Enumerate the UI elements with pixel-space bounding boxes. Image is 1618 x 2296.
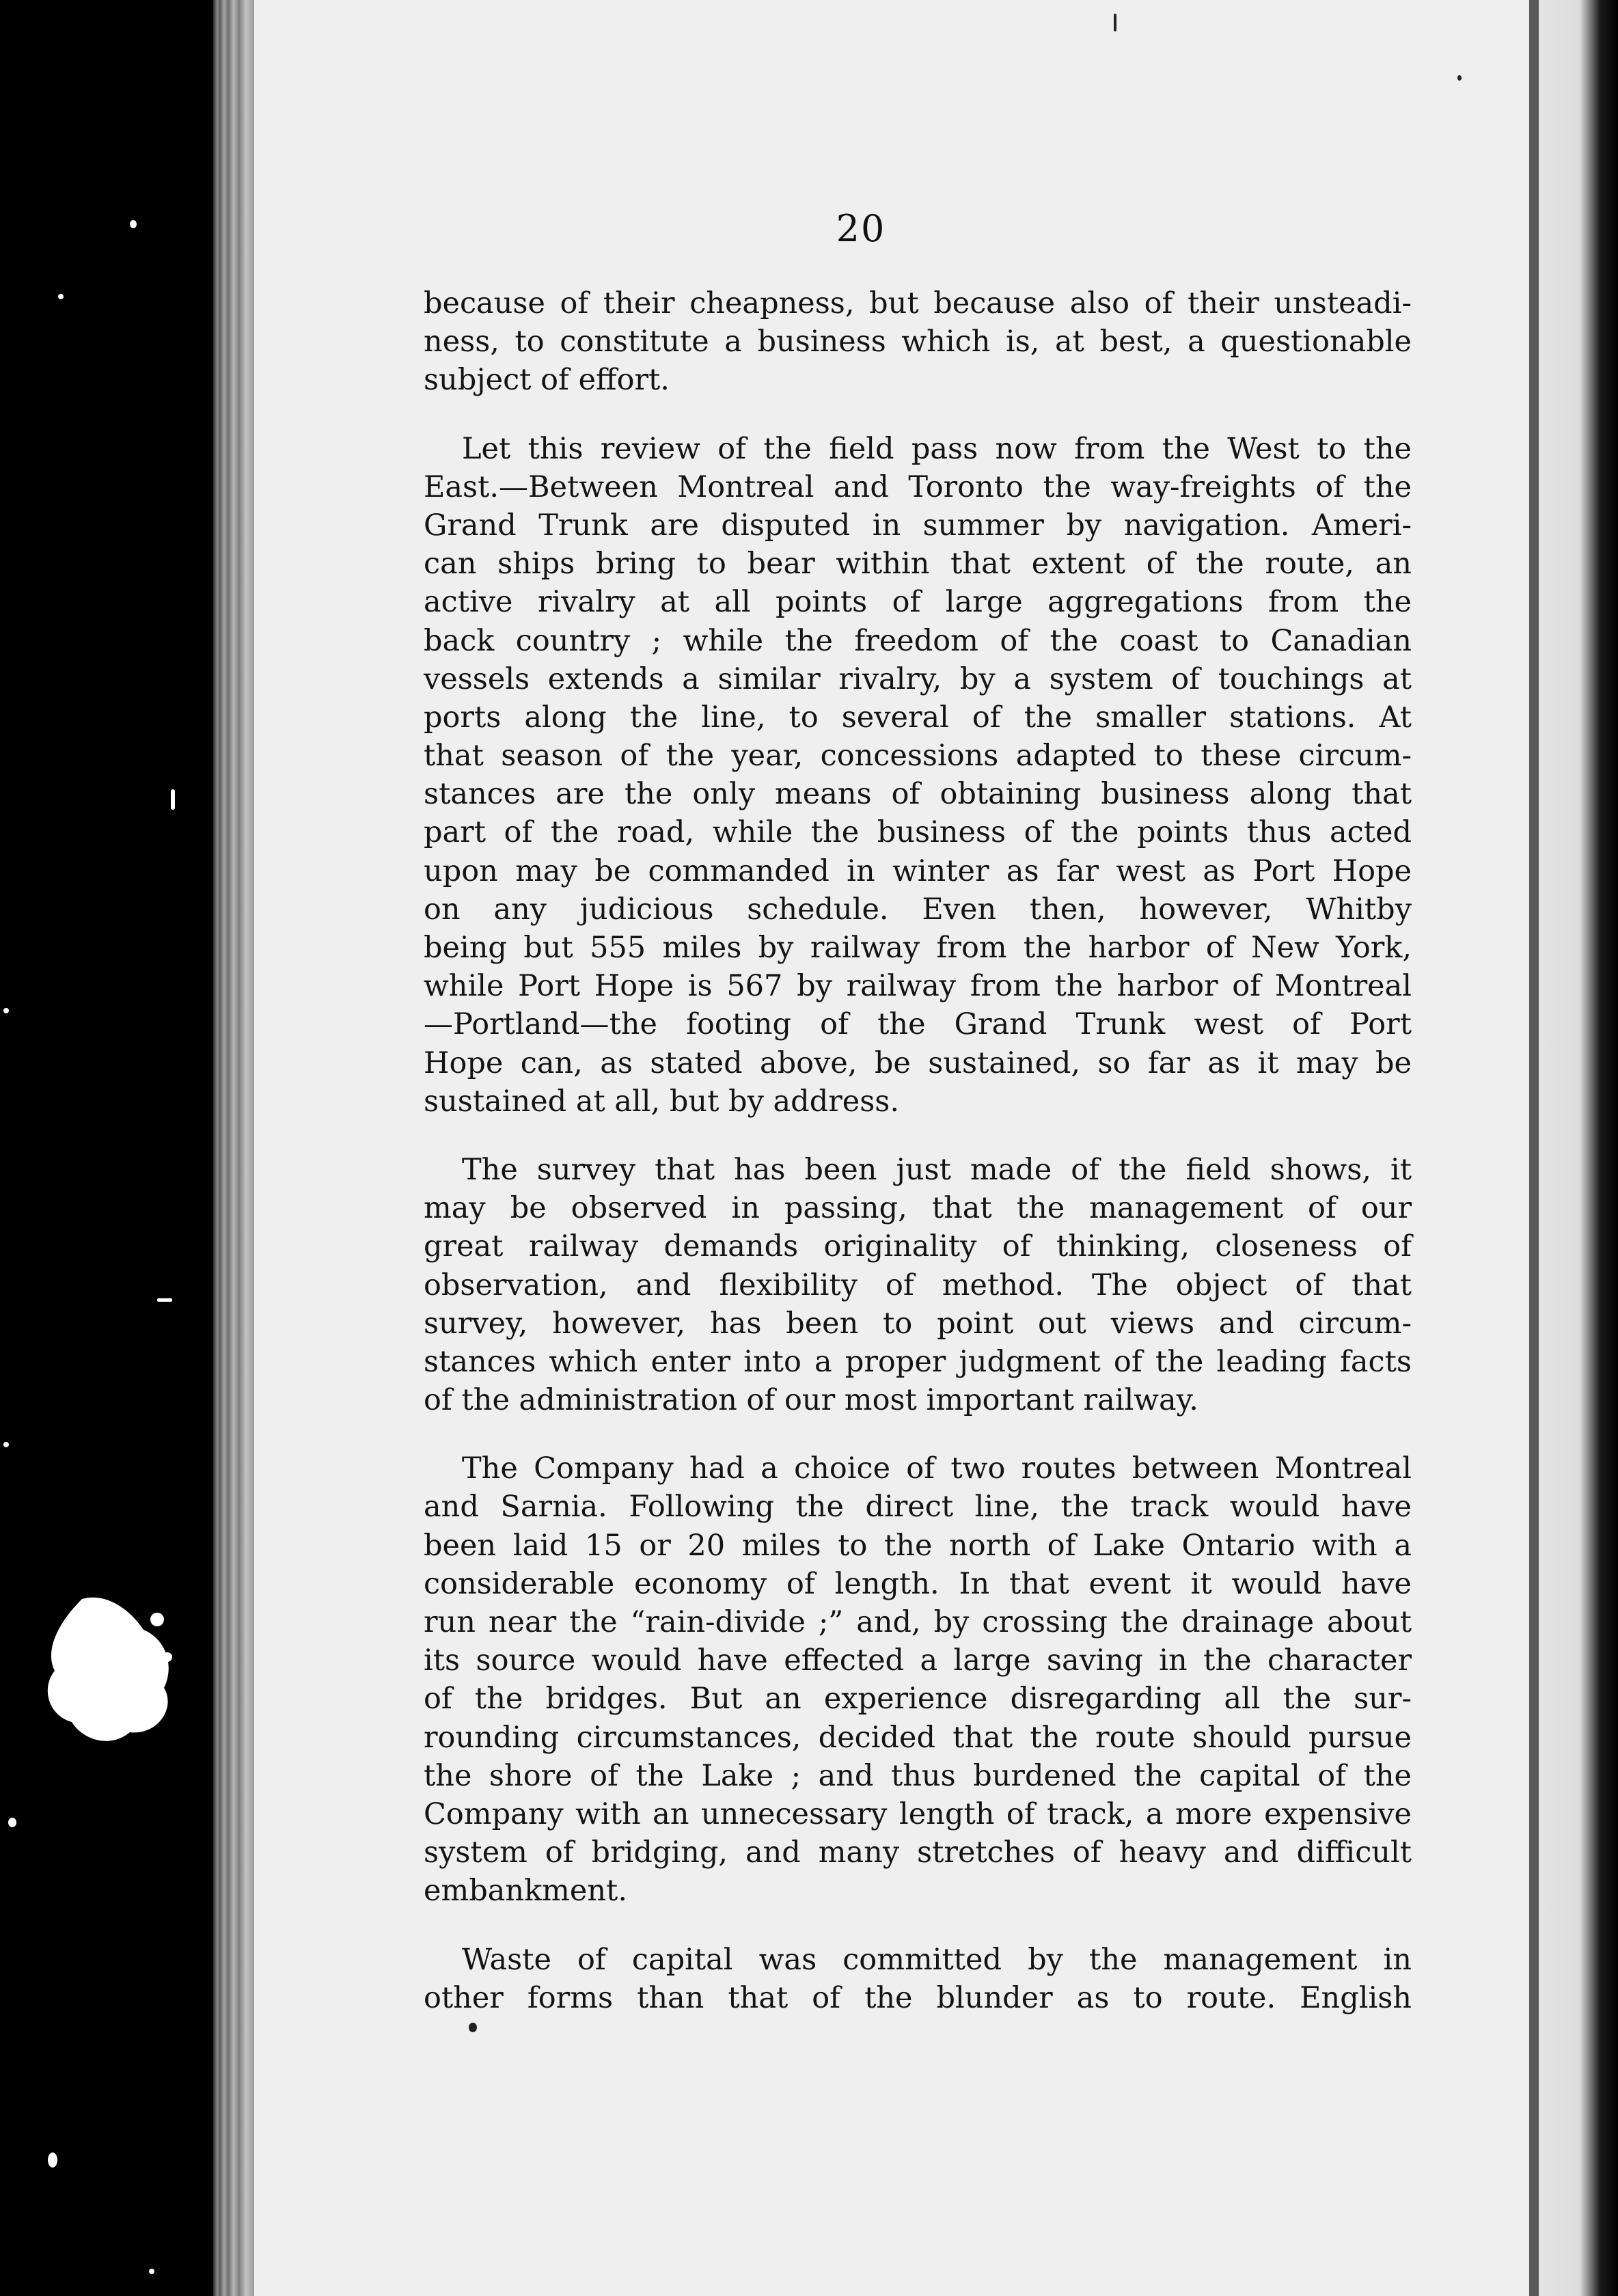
facing-page-edge <box>1539 0 1618 2296</box>
text-line: observation, and flexibility of method. The object of that <box>424 1268 1412 1302</box>
text-line: rounding circumstances, decided that the route should pursue <box>424 1720 1412 1755</box>
text-line: system of bridging, and many stretches of heavy and difficult <box>424 1835 1412 1870</box>
paragraph <box>424 284 1412 400</box>
text-line: ports along the line, to several of the smaller stations. At <box>424 700 1412 735</box>
text-line: embankment. <box>424 1874 627 1909</box>
text-line: survey, however, has been to point out views and circum- <box>424 1306 1412 1341</box>
scan-speck <box>48 2152 57 2168</box>
text-line: may be observed in passing, that the management of our <box>424 1191 1412 1226</box>
text-line: of the administration of our most important railway. <box>424 1383 1198 1418</box>
scan-speck <box>3 1442 9 1447</box>
paragraph <box>424 1941 1412 2017</box>
paragraph <box>424 1151 1412 1419</box>
ink-mark <box>1114 14 1116 31</box>
text-line: can ships bring to bear within that extent of the route, an <box>424 547 1412 582</box>
paragraph <box>424 1449 1412 1910</box>
scan-dust-blob <box>41 1592 178 1749</box>
text-line: because of their cheapness, but because also of their unsteadi- <box>424 286 1412 320</box>
text-line: Waste of capital was committed by the management in <box>462 1942 1412 1977</box>
text-line: active rivalry at all points of large aggregations from the <box>424 585 1412 620</box>
scan-speck <box>149 2269 154 2274</box>
scan-speck <box>130 220 137 228</box>
page-number: 20 <box>836 207 886 250</box>
text-line: upon may be commanded in winter as far west as Port Hope <box>424 853 1412 888</box>
text-line: subject of effort. <box>424 363 670 398</box>
text-line: run near the “rain-divide ;” and, by crossing the drainage about <box>424 1605 1412 1639</box>
text-line: great railway demands originality of thinking, closeness of <box>424 1229 1412 1264</box>
text-line: stances are the only means of obtaining business along that <box>424 777 1412 812</box>
text-line: stances which enter into a proper judgment of the leading facts <box>424 1344 1412 1379</box>
text-line: that season of the year, concessions adapted to these circum- <box>424 739 1412 774</box>
text-line: —Portland—the footing of the Grand Trunk west of Port <box>424 1007 1412 1042</box>
text-line: Grand Trunk are disputed in summer by navigation. Ameri- <box>424 508 1412 543</box>
text-line: sustained at all, but by address. <box>424 1084 900 1119</box>
ink-mark <box>1457 75 1462 81</box>
text-line: East.—Between Montreal and Toronto the way-freights of the <box>424 469 1412 504</box>
paragraph <box>424 430 1412 1121</box>
page-gutter-shadow <box>1529 0 1539 2296</box>
text-line: and Sarnia. Following the direct line, the track would have <box>424 1490 1412 1525</box>
text-line: Company with an unnecessary length of track, a more expensive <box>424 1796 1412 1831</box>
text-line: The Company had a choice of two routes between Montreal <box>462 1451 1412 1486</box>
text-line: considerable economy of length. In that event it would have <box>424 1566 1412 1601</box>
text-line: other forms than that of the blunder as to route. English <box>424 1980 1412 2015</box>
text-line: vessels extends a similar rivalry, by a system of touchings at <box>424 661 1412 696</box>
text-line: the shore of the Lake ; and thus burdened the capital of the <box>424 1758 1412 1793</box>
text-line: while Port Hope is 567 by railway from the harbor of Montreal <box>424 969 1412 1004</box>
scan-speck <box>75 1681 89 1697</box>
text-line: back country ; while the freedom of the coast to Canadian <box>424 623 1412 658</box>
text-line: part of the road, while the business of the points thus acted <box>424 815 1412 850</box>
book-page-stack-edge <box>213 0 254 2296</box>
text-line: of the bridges. But an experience disregarding all the sur- <box>424 1682 1412 1717</box>
text-line: its source would have effected a large saving in the character <box>424 1643 1412 1678</box>
scan-speck <box>171 789 175 810</box>
text-line: Let this review of the field pass now from the West to the <box>462 431 1412 466</box>
body-text <box>424 284 1412 2047</box>
scan-speck <box>3 1008 9 1013</box>
text-line: been laid 15 or 20 miles to the north of Lake Ontario with a <box>424 1528 1412 1563</box>
text-line: The survey that has been just made of the field shows, it <box>462 1152 1412 1187</box>
text-line: being but 555 miles by railway from the harbor of New York, <box>424 931 1412 965</box>
text-line: on any judicious schedule. Even then, however, Whitby <box>424 892 1412 927</box>
text-line: ness, to constitute a business which is, at best, a questionable <box>424 325 1412 359</box>
scan-speck <box>8 1818 16 1827</box>
text-line: Hope can, as stated above, be sustained, so far as it may be <box>424 1046 1412 1080</box>
scan-speck <box>157 1298 172 1302</box>
scan-speck <box>58 294 64 299</box>
